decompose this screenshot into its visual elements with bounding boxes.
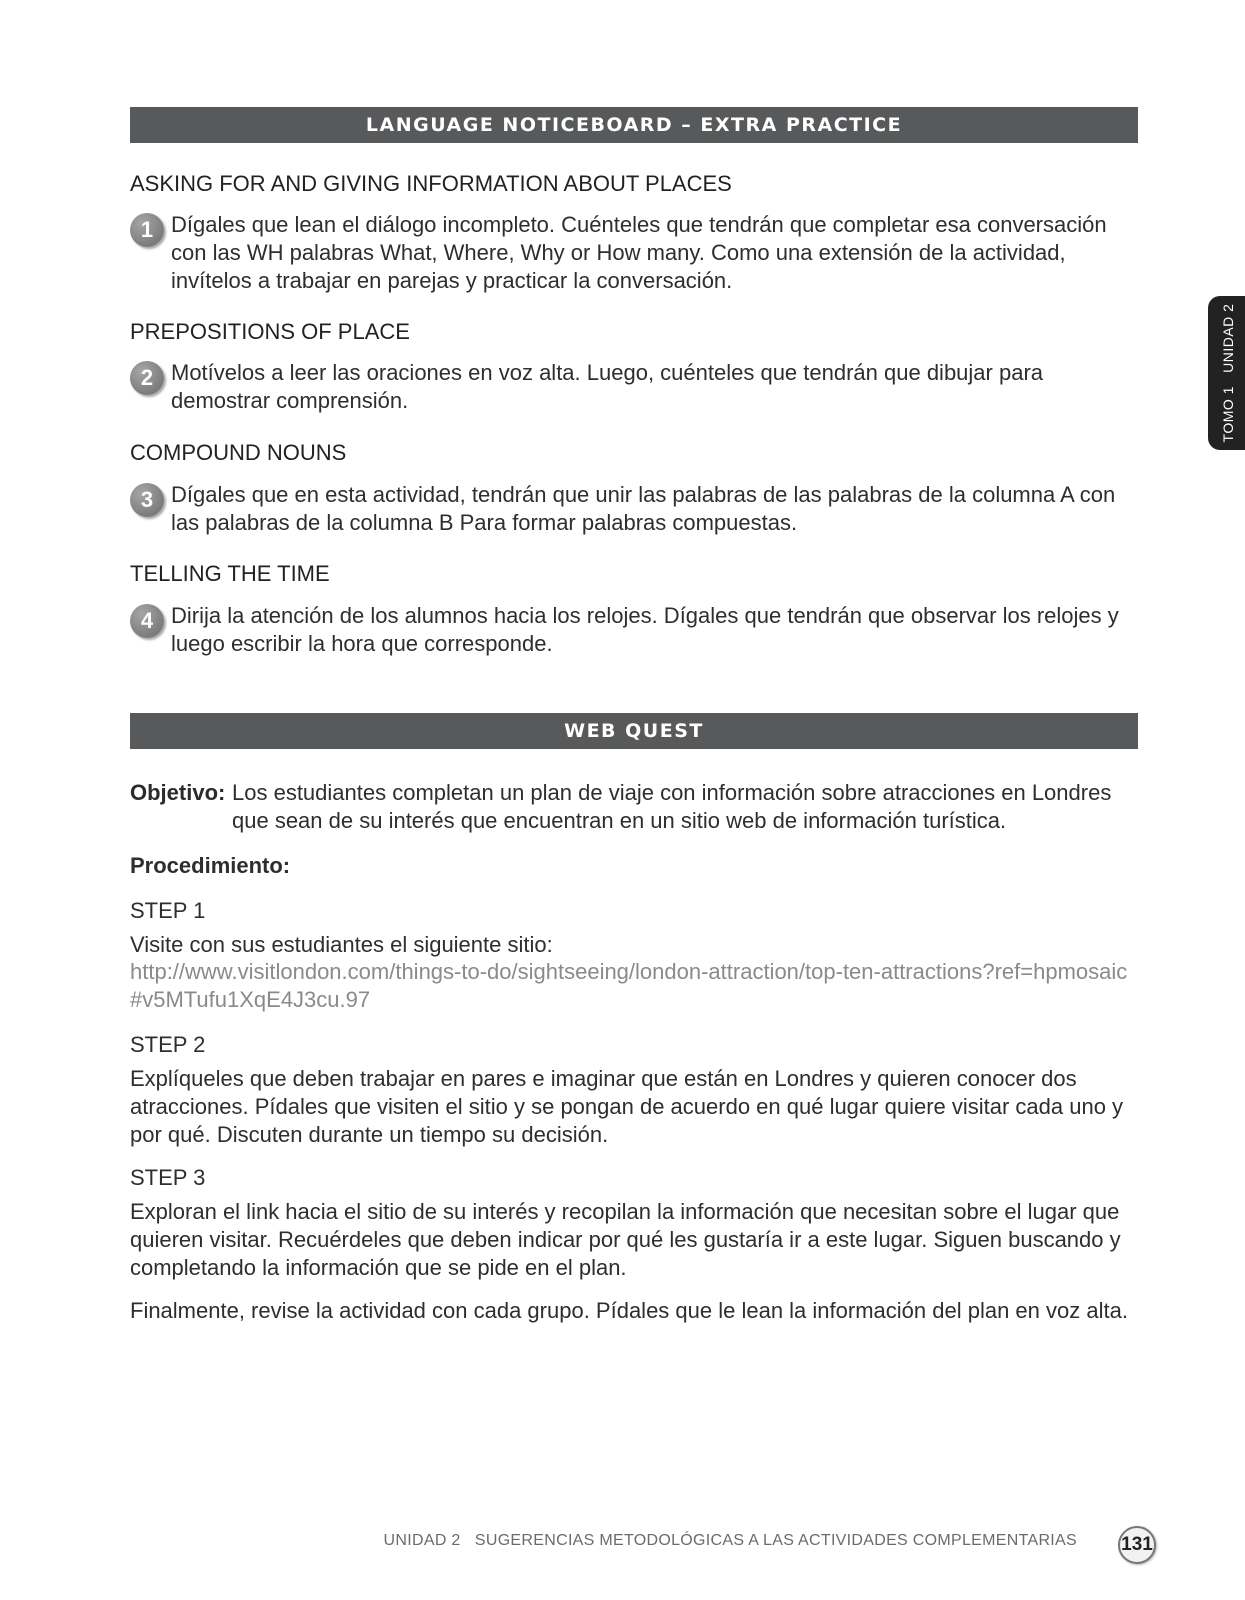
section-heading-compound-nouns: COMPOUND NOUNS bbox=[130, 440, 347, 465]
section-heading-places: ASKING FOR AND GIVING INFORMATION ABOUT PLACES bbox=[130, 171, 732, 196]
step-2-title: STEP 2 bbox=[130, 1032, 206, 1057]
section-banner-language-noticeboard: LANGUAGE NOTICEBOARD – EXTRA PRACTICE bbox=[130, 107, 1138, 143]
section-banner-web-quest: WEB QUEST bbox=[130, 713, 1138, 749]
page-number: 131 bbox=[1118, 1526, 1156, 1564]
page-footer: UNIDAD 2 SUGERENCIAS METODOLÓGICAS A LAS ACTIVIDADES COMPLEMENTARIAS bbox=[383, 1532, 1077, 1549]
number-badge-4: 4 bbox=[130, 604, 164, 638]
number-badge-2: 2 bbox=[130, 361, 164, 395]
side-tab bbox=[1208, 296, 1245, 450]
activity-text-2: Motívelos a leer las oraciones en voz alta. Luego, cuénteles que tendrán que dibujar para demostrar comprensión. bbox=[171, 360, 1044, 413]
step-1-title: STEP 1 bbox=[130, 898, 206, 923]
activity-text-3: Dígales que en esta actividad, tendrán que unir las palabras de las palabras de la columna A con las palabras de la columna B Para formar palabras compuestas. bbox=[171, 482, 1116, 535]
side-tab-label: TOMO 1 UNIDAD 2 bbox=[1220, 303, 1236, 443]
number-badge-1: 1 bbox=[130, 213, 164, 247]
activity-text-4: Dirija la atención de los alumnos hacia los relojes. Dígales que tendrán que observar los relojes y luego escribir la hora que corresponde. bbox=[171, 603, 1119, 656]
step-3-text: Exploran el link hacia el sitio de su interés y recopilan la información que necesitan sobre el lugar que quieren visitar. Recuérdeles que deben indicar por qué les gustaría ir a este lugar. Siguen buscando y completando la información que se pide en el plan. bbox=[130, 1199, 1121, 1280]
number-badge-3: 3 bbox=[130, 483, 164, 517]
step-2-text: Explíqueles que deben trabajar en pares e imaginar que están en Londres y quieren conocer dos atracciones. Pídales que visiten el sitio y se pongan de acuerdo en qué lugar quiere visitar cada uno y por qué. Discuten durante un tiempo su decisión. bbox=[130, 1066, 1124, 1147]
activity-text-1: Dígales que lean el diálogo incompleto. Cuénteles que tendrán que completar esa conversación con las WH palabras What, Where, Why or How many. Como una extensión de la actividad, invítelos a trabajar en parejas y practicar la conversación. bbox=[171, 212, 1107, 293]
section-heading-telling-time: TELLING THE TIME bbox=[130, 561, 330, 586]
step-3-title: STEP 3 bbox=[130, 1165, 206, 1190]
step-1-text: Visite con sus estudiantes el siguiente sitio: bbox=[130, 932, 553, 957]
objective-label: Objetivo: bbox=[130, 780, 226, 805]
step-1-link[interactable]: http://www.visitlondon.com/things-to-do/sightseeing/london-attraction/top-ten-attractions?ref=hpmosaic#v5MTufu1XqE4J3cu.97 bbox=[130, 959, 1128, 1012]
procedure-label: Procedimiento: bbox=[130, 853, 291, 878]
objective-text: Los estudiantes completan un plan de viaje con información sobre atracciones en Londres que sean de su interés que encuentran en un sitio web de información turística. bbox=[232, 780, 1112, 833]
section-heading-prepositions: PREPOSITIONS OF PLACE bbox=[130, 319, 410, 344]
final-paragraph: Finalmente, revise la actividad con cada grupo. Pídales que le lean la información del plan en voz alta. bbox=[130, 1298, 1128, 1323]
